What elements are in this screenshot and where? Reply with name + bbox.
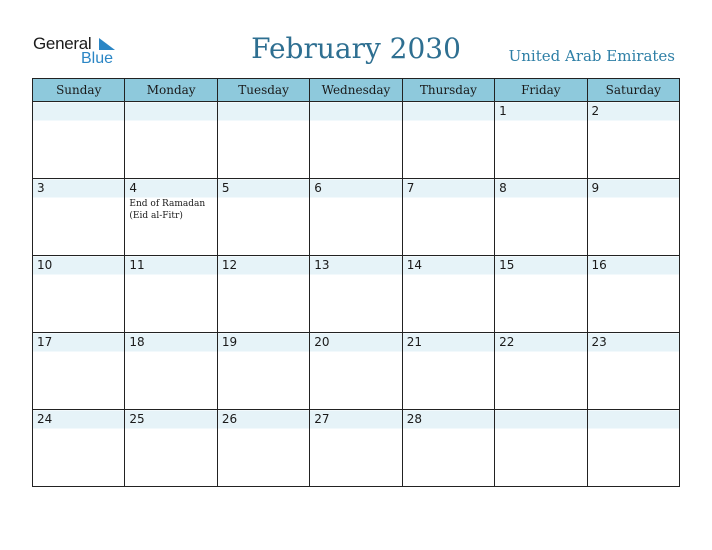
day-number: 1 <box>499 104 507 118</box>
day-number: 19 <box>221 335 238 349</box>
day-cell <box>33 256 125 333</box>
day-number: 26 <box>221 412 238 426</box>
day-number: 27 <box>314 412 330 426</box>
day-cell <box>310 410 402 487</box>
day-cell <box>310 256 402 333</box>
day-cell <box>587 256 679 333</box>
weekday-header: Monday <box>125 79 217 102</box>
day-number: 20 <box>314 335 330 349</box>
day-cell <box>217 179 309 256</box>
day-cell <box>495 256 587 333</box>
day-number: 11 <box>129 258 145 272</box>
day-number: 22 <box>499 335 515 349</box>
day-cell <box>402 256 494 333</box>
day-cell <box>33 333 125 410</box>
day-number: 7 <box>406 181 415 195</box>
day-cell <box>33 179 125 256</box>
day-number: 23 <box>591 335 607 349</box>
day-cell <box>587 410 679 487</box>
day-number: 9 <box>591 181 600 195</box>
day-cell <box>587 333 679 410</box>
day-cell <box>495 179 587 256</box>
day-number: 6 <box>314 181 322 195</box>
day-cell <box>495 410 587 487</box>
day-cell <box>125 256 217 333</box>
day-number: 17 <box>37 335 53 349</box>
week-row <box>33 102 680 179</box>
day-number: 10 <box>37 258 53 272</box>
day-cell <box>33 410 125 487</box>
day-cell <box>310 179 402 256</box>
day-number: 13 <box>314 258 330 272</box>
day-cell <box>217 256 309 333</box>
day-cell <box>402 179 494 256</box>
day-cell <box>495 102 587 179</box>
logo-text-general: General <box>33 34 92 53</box>
weekday-header-row <box>33 79 680 102</box>
day-number: 18 <box>129 335 145 349</box>
logo-text-blue: Blue <box>81 50 114 67</box>
day-cell <box>125 179 217 256</box>
country-label: United Arab Emirates <box>508 47 675 65</box>
day-number: 14 <box>406 258 422 272</box>
weekday-header: Sunday <box>33 79 125 102</box>
day-cell <box>402 102 494 179</box>
day-number: 16 <box>591 258 607 272</box>
day-number: 8 <box>499 181 507 195</box>
day-number: 21 <box>406 335 422 349</box>
weekday-header: Friday <box>495 79 587 102</box>
day-number: 25 <box>129 412 145 426</box>
week-row <box>33 410 680 487</box>
day-number: 5 <box>221 181 230 195</box>
day-number: 4 <box>129 181 138 195</box>
weekday-header: Saturday <box>587 79 679 102</box>
weekday-header: Thursday <box>402 79 494 102</box>
weekday-header: Tuesday <box>217 79 309 102</box>
day-cell <box>402 410 494 487</box>
weekday-header: Wednesday <box>310 79 402 102</box>
day-number: 3 <box>37 181 45 195</box>
day-cell <box>587 179 679 256</box>
day-cell <box>587 102 679 179</box>
day-number: 24 <box>37 412 53 426</box>
week-row <box>33 256 680 333</box>
day-cell <box>125 410 217 487</box>
day-number: 15 <box>499 258 515 272</box>
day-cell <box>310 333 402 410</box>
calendar-grid <box>32 78 680 487</box>
day-number: 2 <box>591 104 600 118</box>
day-cell <box>402 333 494 410</box>
day-cell <box>217 102 309 179</box>
day-cell <box>33 102 125 179</box>
day-cell <box>495 333 587 410</box>
day-cell <box>217 333 309 410</box>
page-title: February 2030 <box>251 32 461 65</box>
day-number: 28 <box>406 412 422 426</box>
week-row <box>33 179 680 256</box>
day-cell <box>125 333 217 410</box>
week-row <box>33 333 680 410</box>
day-cell <box>217 410 309 487</box>
day-cell <box>125 102 217 179</box>
holiday-event: End of Ramadan (Eid al-Fitr) <box>129 199 206 221</box>
day-number: 12 <box>221 258 238 272</box>
day-cell <box>310 102 402 179</box>
